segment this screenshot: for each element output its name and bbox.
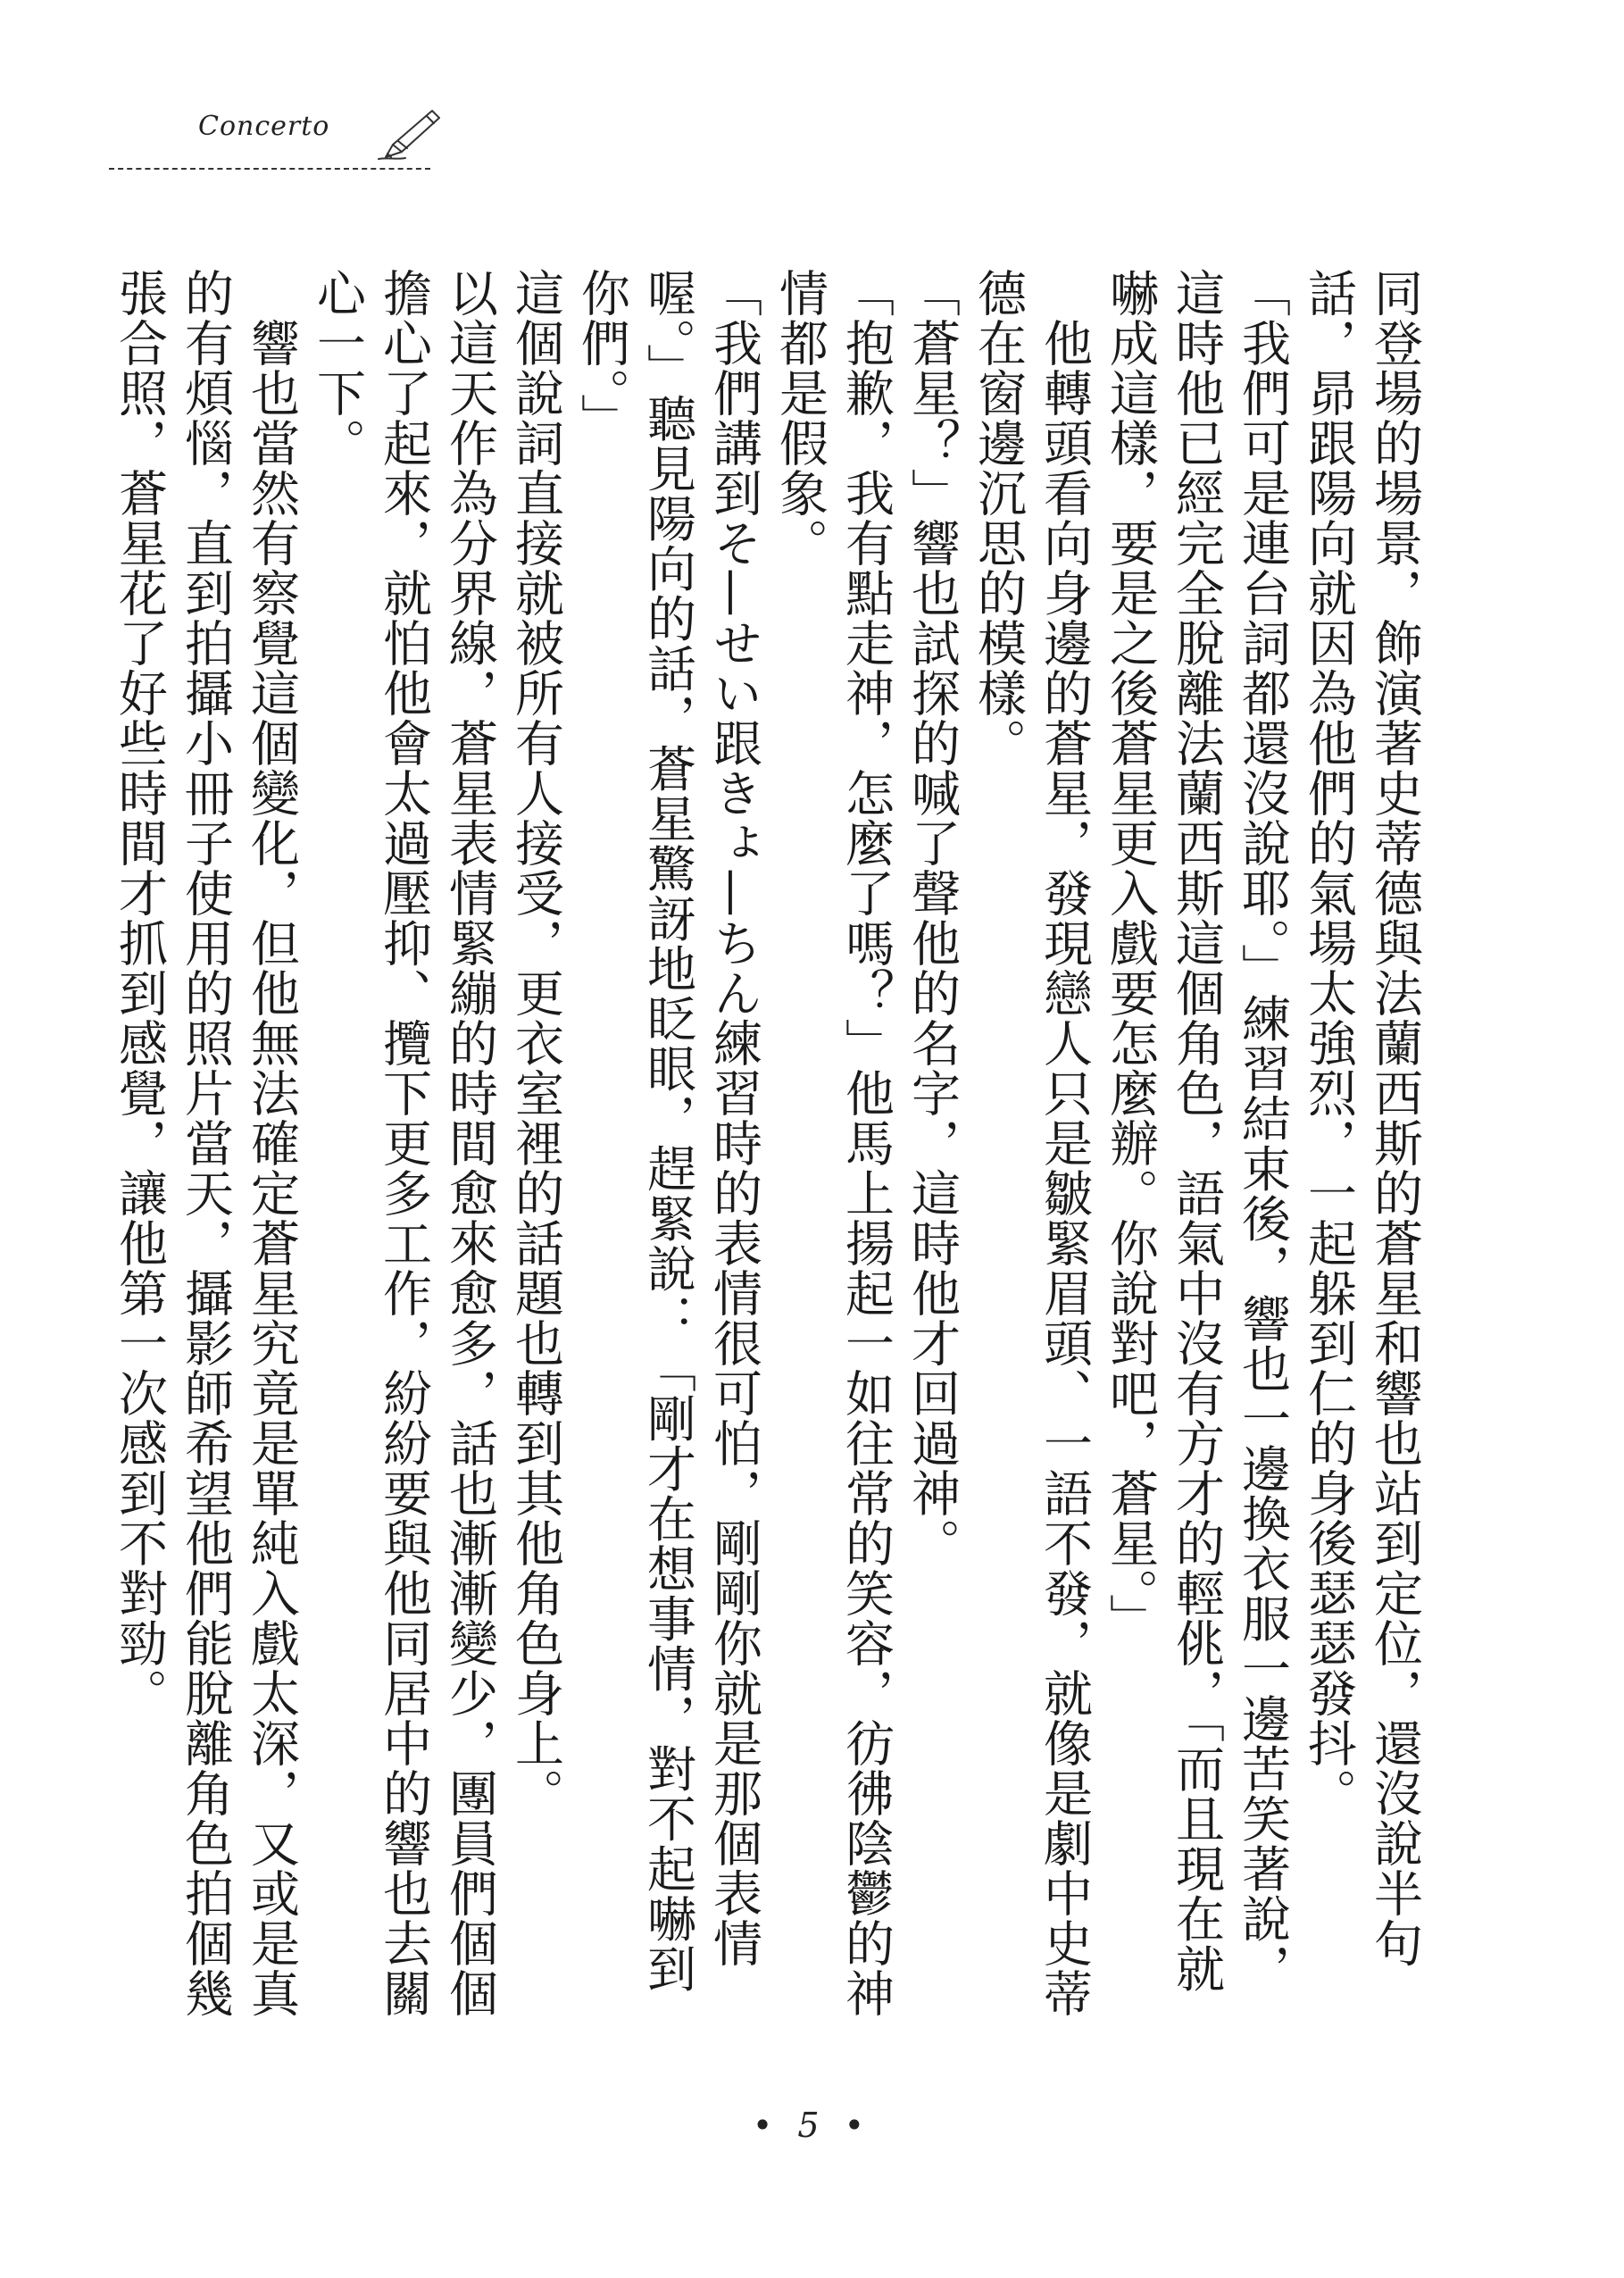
running-header xyxy=(109,105,448,186)
paragraph: 以這天作為分界線，蒼星表情緊繃的時間愈來愈多，話也漸漸變少，團員們個個擔心了起來，就怕他會太過壓抑、攬下更多工作，紛紛要與他同居中的響也去關心一下。 xyxy=(309,268,498,2018)
paragraph: 「我們講到そ—せい跟きょ—ちん練習時的表情很可怕，剛剛你就是那個表情喔。」聽見陽向的話，蒼星驚訝地眨眼，趕緊說：「剛才在想事情，對不起嚇到你們。」 xyxy=(573,268,762,1994)
header-title: Concerto xyxy=(198,111,330,142)
paragraph: 他轉頭看向身邊的蒼星，發現戀人只是皺緊眉頭、一語不發，就像是劇中史蒂德在窗邊沉思的模樣。 xyxy=(970,268,1093,2018)
paragraph: 這個說詞直接就被所有人接受，更衣室裡的話題也轉到其他角色身上。 xyxy=(507,268,564,1818)
page-number: • 5 • xyxy=(752,2106,872,2145)
paragraph: 同登場的場景，飾演著史蒂德與法蘭西斯的蒼星和響也站到定位，還沒說半句話，昴跟陽向就因為他們的氣場太強烈，一起躲到仁的身後瑟瑟發抖。 xyxy=(1300,268,1423,1968)
paragraph: 「蒼星？」響也試探的喊了聲他的名字，這時他才回過神。 xyxy=(904,268,961,1568)
pen-icon xyxy=(377,105,441,163)
header-divider xyxy=(109,168,430,170)
paragraph: 響也當然有察覺這個變化，但他無法確定蒼星究竟是單純入戲太深，又或是真的有煩惱，直到拍攝小冊子使用的照片當天，攝影師希望他們能脫離角色拍個幾張合照，蒼星花了好些時間才抓到感覺，讓他第一次感到不對勁。 xyxy=(111,268,300,2018)
paragraph: 「抱歉，我有點走神，怎麼了嗎？」他馬上揚起一如往常的笑容，彷彿陰鬱的神情都是假象。 xyxy=(771,268,895,2018)
paragraph: 「我們可是連台詞都還沒說耶。」練習結束後，響也一邊換衣服一邊苦笑著說，這時他已經完全脫離法蘭西斯這個角色，語氣中沒有方才的輕佻，「而且現在就嚇成這樣，要是之後蒼星更入戲要怎麼辦。你說對吧，蒼星。」 xyxy=(1102,268,1291,1994)
body-text xyxy=(111,268,1428,2018)
